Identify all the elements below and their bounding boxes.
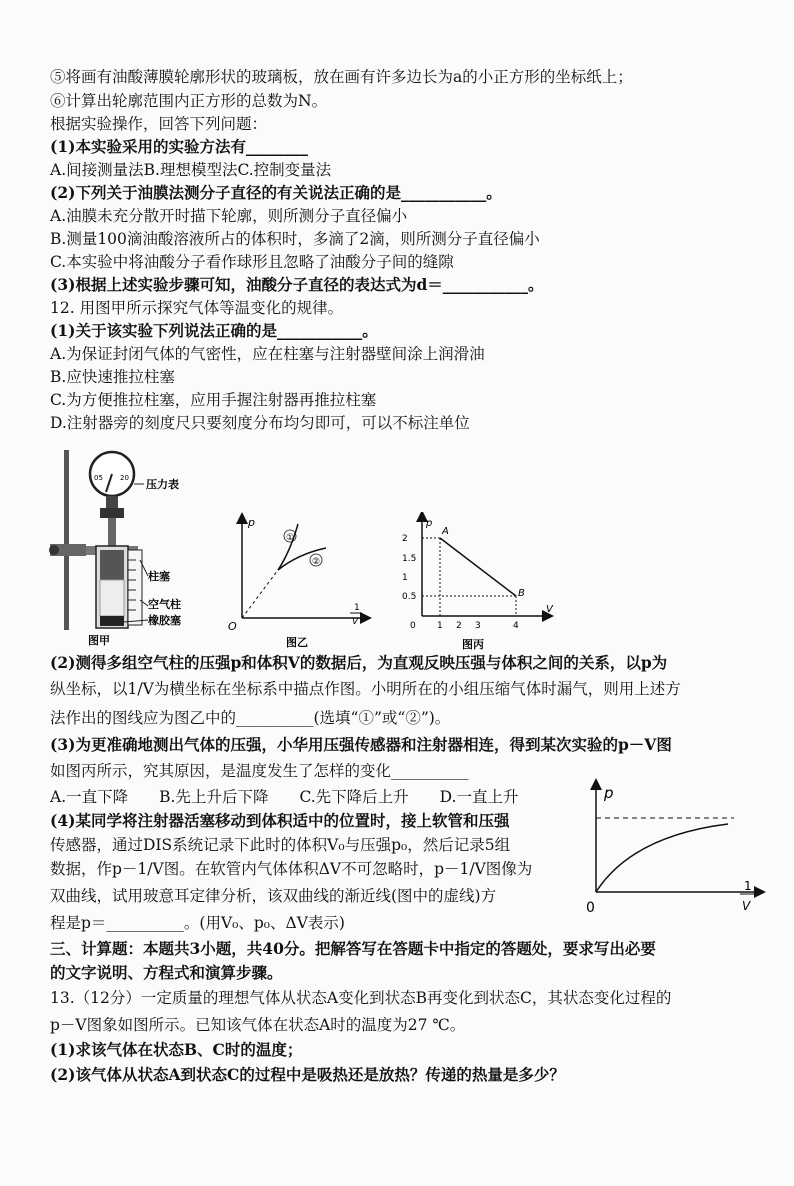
text-line: (4)某同学将注射器活塞移动到体积适中的位置时，接上软管和压强 bbox=[50, 811, 510, 830]
bing-x-label: V bbox=[546, 604, 553, 615]
bing-point-a: A bbox=[442, 526, 449, 537]
text-line: (1)本实验采用的实验方法有________ bbox=[50, 137, 308, 156]
bing-x-tick: 2 bbox=[456, 621, 462, 631]
yi-y-label: p bbox=[248, 516, 255, 529]
gauge-tick-left: 05 bbox=[94, 474, 103, 482]
text-line: p－V图象如图所示。已知该气体在状态A时的温度为27 ℃。 bbox=[50, 1016, 466, 1034]
figure-bing-p-v-graph bbox=[400, 512, 560, 652]
hyperbola-curve bbox=[596, 824, 728, 892]
figure-p-inverse-v-asymptote bbox=[582, 778, 772, 918]
text-line: C.为方便推拉柱塞，应用手握注射器再推拉柱塞 bbox=[50, 391, 377, 409]
clamp-knob-icon bbox=[49, 545, 59, 555]
bing-line-ab bbox=[440, 538, 516, 596]
text-line: (2)该气体从状态A到状态C的过程中是吸热还是放热？传递的热量是多少？ bbox=[50, 1065, 565, 1084]
text-line: (2)下列关于油膜法测分子直径的有关说法正确的是___________。 bbox=[50, 183, 502, 202]
bing-y-label: p bbox=[426, 518, 433, 529]
text-line: A.油膜未充分散开时描下轮廓，则所测分子直径偏小 bbox=[50, 207, 408, 225]
small-x-label-den: V bbox=[742, 899, 751, 913]
yi-curve2-label: ② bbox=[312, 557, 321, 567]
bing-y-tick: 1.5 bbox=[402, 554, 417, 564]
text-line: (3)为更准确地测出气体的压强，小华用压强传感器和注射器相连，得到某次实验的p－V图 bbox=[50, 735, 672, 754]
bing-x-tick: 4 bbox=[513, 621, 519, 631]
text-line: 数据，作p－1/V图。在软管内气体体积ΔV不可忽略时，p－1/V图像为 bbox=[50, 860, 533, 878]
text-line: 程是p＝__________。(用V₀、p₀、ΔV表示) bbox=[50, 914, 345, 932]
bing-y-tick: 0.5 bbox=[402, 592, 417, 602]
text-line: ⑥计算出轮廓范围内正方形的总数为N。 bbox=[50, 92, 328, 110]
label-pressure-gauge: 压力表 bbox=[146, 478, 179, 491]
text-line: ⑤将画有油酸薄膜轮廓形状的玻璃板，放在画有许多边长为a的小正方形的坐标纸上； bbox=[50, 68, 633, 86]
text-line: (1)关于该实验下列说法正确的是___________。 bbox=[50, 321, 378, 340]
small-y-label: p bbox=[604, 784, 614, 802]
text-line: A.一直下降 B.先上升后下降 C.先下降后上升 D.一直上升 bbox=[50, 788, 519, 806]
text-line: (2)测得多组空气柱的压强p和体积V的数据后，为直观反映压强与体积之间的关系，以p为 bbox=[50, 653, 668, 672]
bing-x-tick: 3 bbox=[475, 621, 481, 631]
text-line: D.注射器旁的刻度尺只要刻度分布均匀即可，可以不标注单位 bbox=[50, 414, 470, 432]
yi-x-label-den: V bbox=[352, 617, 359, 627]
bing-x-tick: 1 bbox=[437, 621, 443, 631]
text-line: (1)求该气体在状态B、C时的温度； bbox=[50, 1040, 303, 1059]
figure-yi-p-vs-inverse-v bbox=[228, 510, 378, 650]
bing-y-tick: 1 bbox=[402, 573, 408, 583]
text-line: 如图丙所示，究其原因，是温度发生了怎样的变化__________ bbox=[50, 762, 469, 780]
yi-x-label-num: 1 bbox=[354, 603, 360, 613]
text-line: 法作出的图线应为图乙中的__________(选填“①”或“②”)。 bbox=[50, 709, 451, 727]
text-line: 纵坐标，以1/V为横坐标在坐标系中描点作图。小明所在的小组压缩气体时漏气，则用上述方 bbox=[50, 680, 681, 698]
bing-y-tick: 2 bbox=[402, 534, 408, 544]
text-line: B.应快速推拉柱塞 bbox=[50, 368, 175, 386]
text-line: 双曲线，试用玻意耳定律分析，该双曲线的渐近线(图中的虚线)方 bbox=[50, 887, 497, 905]
figure-jia-syringe-apparatus bbox=[40, 450, 200, 650]
text-line: B.测量100滴油酸溶液所占的体积时，多滴了2滴，则所测分子直径偏小 bbox=[50, 230, 540, 248]
caption-jia: 图甲 bbox=[88, 634, 110, 647]
text-line: 12. 用图甲所示探究气体等温变化的规律。 bbox=[50, 299, 344, 317]
text-line: (3)根据上述实验步骤可知，油酸分子直径的表达式为d＝___________。 bbox=[50, 275, 544, 294]
text-line: 根据实验操作，回答下列问题： bbox=[50, 115, 268, 133]
text-line: 13.（12分）一定质量的理想气体从状态A变化到状态B再变化到状态C，其状态变化过程的 bbox=[50, 989, 672, 1007]
gauge-tick-right: 20 bbox=[120, 474, 129, 482]
label-air-column: 空气柱 bbox=[148, 598, 181, 611]
yi-curve1-label: ① bbox=[286, 533, 295, 543]
text-line: 传感器，通过DIS系统记录下此时的体积V₀与压强p₀，然后记录5组 bbox=[50, 836, 511, 854]
text-line: C.本实验中将油酸分子看作球形且忽略了油酸分子间的缝隙 bbox=[50, 253, 454, 271]
bing-origin: 0 bbox=[410, 621, 416, 631]
text-line: A.间接测量法B.理想模型法C.控制变量法 bbox=[50, 161, 332, 179]
small-x-label-num: 1 bbox=[744, 879, 752, 893]
yi-origin: O bbox=[228, 620, 237, 633]
text-line: 三、计算题：本题共3小题，共40分。把解答写在答题卡中指定的答题处，要求写出必要 bbox=[50, 939, 656, 958]
caption-yi: 图乙 bbox=[286, 636, 308, 649]
caption-bing: 图丙 bbox=[462, 638, 484, 651]
label-rubber-stopper: 橡胶塞 bbox=[148, 614, 181, 627]
bing-point-b: B bbox=[518, 588, 525, 599]
label-plunger: 柱塞 bbox=[148, 570, 170, 583]
text-line: 的文字说明、方程式和演算步骤。 bbox=[50, 963, 283, 982]
small-origin: 0 bbox=[586, 900, 595, 916]
text-line: A.为保证封闭气体的气密性，应在柱塞与注射器壁间涂上润滑油 bbox=[50, 345, 485, 363]
